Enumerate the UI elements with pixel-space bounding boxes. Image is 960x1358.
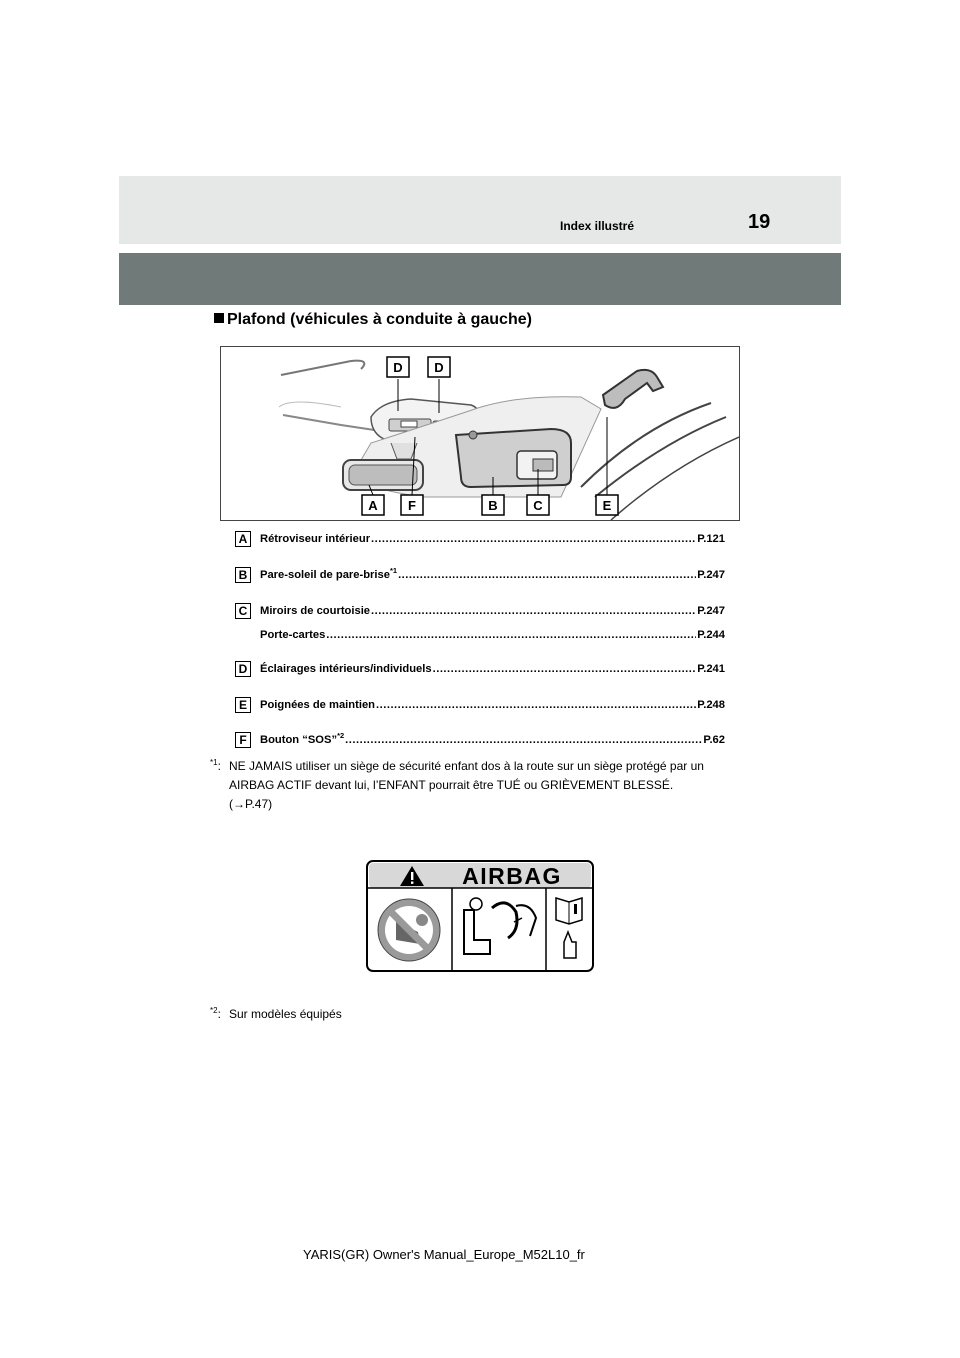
footnote-2-text: Sur modèles équipés [229, 1007, 342, 1021]
list-item [235, 566, 725, 584]
header-bar [119, 176, 841, 244]
item-label: Miroirs de courtoisie [260, 605, 371, 617]
no-rear-facing-child-seat-icon [378, 899, 440, 961]
square-bullet-icon [214, 313, 224, 323]
item-badge: F [235, 732, 251, 748]
footnote-2-marker: $^{*2}$: [210, 1006, 221, 1021]
section-title-text: Plafond (véhicules à conduite à gauche) [227, 311, 532, 328]
callout-d2: D [434, 360, 444, 375]
item-badge: D [235, 661, 251, 677]
leader-dots [376, 699, 696, 711]
airbag-title: AIRBAG [462, 863, 562, 889]
page-ref-link[interactable]: P.62 [703, 734, 725, 746]
footnote-1-ref-link[interactable]: (→P.47) [229, 797, 273, 811]
list-item [235, 696, 725, 714]
leader-dots [345, 734, 702, 746]
callout-c: C [533, 498, 543, 513]
leader-dots [433, 663, 697, 675]
leader-dots [398, 569, 696, 581]
footnote-marker: *1 [389, 566, 398, 575]
callout-d1: D [393, 360, 403, 375]
leader-dots [326, 629, 696, 641]
footnote-1-line-2: AIRBAG ACTIF devant lui, l’ENFANT pourrait être TUÉ ou GRIÈVEMENT BLESSÉ. [229, 778, 674, 792]
list-item [235, 530, 725, 548]
page-ref-link[interactable]: P.248 [697, 699, 725, 711]
page-number: 19 [748, 211, 771, 233]
header-dark-band [119, 253, 841, 305]
header-section-title: Index illustré [560, 219, 635, 233]
item-label: Éclairages intérieurs/individuels [260, 663, 432, 675]
list-item [235, 602, 725, 620]
item-label: Porte-cartes [260, 629, 326, 641]
page-ref-link[interactable]: P.121 [697, 533, 725, 545]
list-item [235, 660, 725, 678]
footnote-1-marker: $^{*1}$: [210, 758, 221, 773]
airbag-warning-label [366, 860, 594, 972]
footnote-1-text [229, 757, 744, 814]
callout-e: E [602, 498, 612, 513]
leader-dots [371, 533, 696, 545]
item-badge: E [235, 697, 251, 713]
footnote-1-line-1: NE JAMAIS utiliser un siège de sécurité enfant dos à la route sur un siège protégé par un [229, 759, 704, 773]
callout-f: F [408, 498, 416, 513]
callout-a: A [368, 498, 378, 513]
section-title [214, 311, 532, 329]
footnote-marker: *2 [337, 731, 345, 740]
item-badge: B [235, 567, 251, 583]
item-label: Pare-soleil de pare-brise$^{*1}$ [260, 566, 398, 581]
page-ref-link[interactable]: P.247 [697, 569, 725, 581]
callout-b: B [488, 498, 498, 513]
item-label: Poignées de maintien [260, 699, 376, 711]
ceiling-drawing [221, 347, 739, 520]
item-label: Rétroviseur intérieur [260, 533, 371, 545]
page-ref-link[interactable]: P.244 [697, 629, 725, 641]
page-ref-link[interactable]: P.241 [697, 663, 725, 675]
item-badge: A [235, 531, 251, 547]
list-item [235, 731, 725, 749]
list-item [235, 626, 725, 644]
page-ref-link[interactable]: P.247 [697, 605, 725, 617]
item-badge: C [235, 603, 251, 619]
footer-doc-id: YARIS(GR) Owner's Manual_Europe_M52L10_fr [303, 1247, 585, 1262]
ceiling-illustration [220, 346, 740, 521]
leader-dots [371, 605, 696, 617]
item-label: Bouton “SOS”$^{*2}$ [260, 731, 345, 746]
